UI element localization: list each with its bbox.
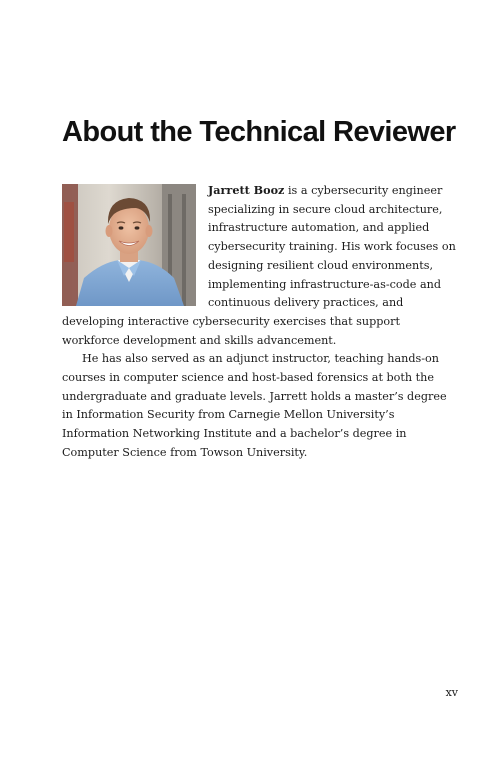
- reviewer-photo: [62, 184, 196, 306]
- page-number: xv: [445, 686, 458, 699]
- bio-paragraph-2: He has also served as an adjunct instructor, teaching hands-on courses in computer science and host-based forensics at both the undergraduate and graduate levels. Jarrett holds a master’s degree in Information Security from Carnegie Mellon University’s Information Networking Institute and a bachelor’s degree in Computer Science from Towson University.: [62, 352, 447, 459]
- reviewer-bio: [62, 181, 458, 463]
- reviewer-name: Jarrett Booz: [208, 183, 285, 197]
- bio-paragraph-1-text: is a cybersecurity engineer specializing in secure cloud architecture, infrastructure automation, and applied cybersecurity training. His work focuses on designing resilient cloud environments, implementing infrastructure-as-code and continuous delivery practices, and developing interactive cybersecurity exercises that support workforce development and skills advancement.: [62, 184, 456, 347]
- page-title: About the Technical Reviewer: [62, 116, 456, 148]
